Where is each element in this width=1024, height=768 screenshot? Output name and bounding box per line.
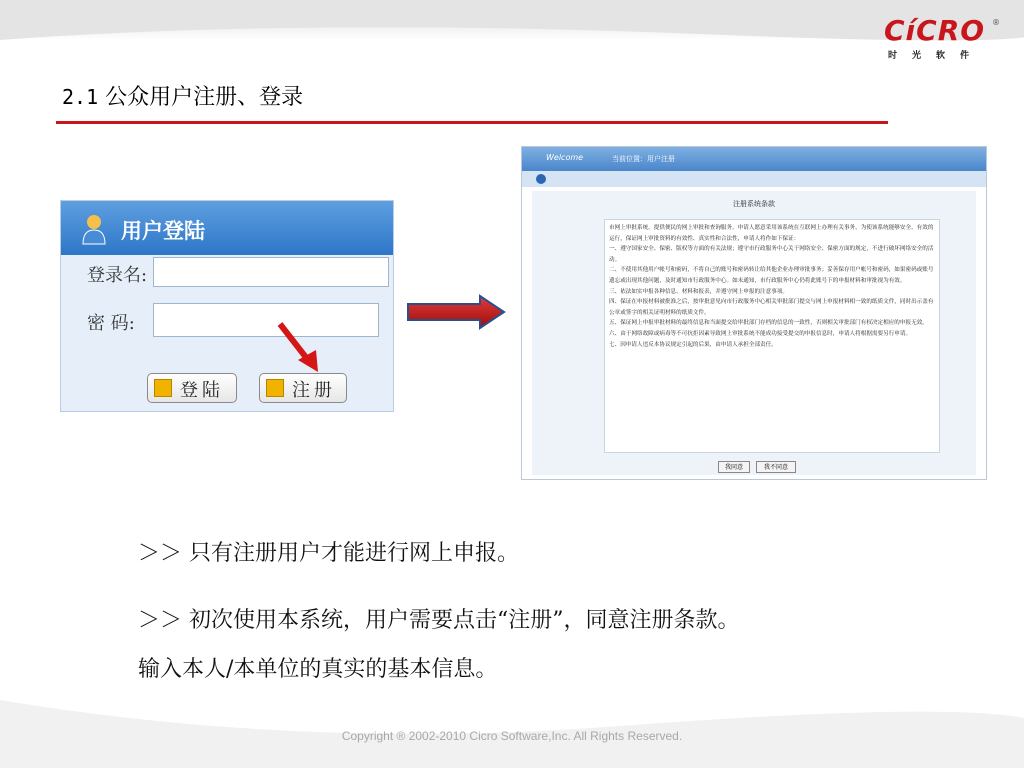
username-input[interactable] [153, 257, 389, 287]
footer-wave [0, 660, 1024, 768]
terms-heading: 注册系统条款 [733, 200, 775, 208]
back-icon[interactable] [536, 174, 546, 184]
terms-textbox [604, 219, 940, 453]
terms-paragraph: 五、保证网上申报审批材料的最终信息和当面提交给审批部门存档的信息的一致性，否则相关审批部门有权决定相应的申报无效。 [609, 320, 928, 327]
logo-registered-mark: ® [992, 18, 1000, 27]
logo-subtitle: 时光软件 [888, 51, 985, 61]
terms-paragraph: 一、遵守国家安全、保密、版权等方面的有关法规；遵守市行政服务中心关于网络安全、保密方面的规定，不进行破坏网络安全的活动。 [609, 246, 934, 263]
password-label: 密 码: [87, 313, 135, 334]
login-panel [60, 200, 394, 412]
register-button-label: 注册 [292, 380, 336, 401]
welcome-label: Welcome [546, 153, 584, 162]
registration-toolbar [522, 171, 986, 187]
password-input[interactable] [153, 303, 379, 337]
copyright-footer: Copyright ® 2002-2010 Cicro Software,Inc. All Rights Reserved. [341, 729, 683, 743]
user-icon [81, 213, 107, 245]
person-icon [266, 379, 284, 397]
slide-title [62, 80, 303, 111]
registration-window-header [522, 147, 986, 171]
slide-title-number: 2.1 [62, 85, 99, 109]
login-panel-title: 用户登陆 [121, 219, 205, 243]
header-curve [0, 0, 1024, 60]
terms-paragraph: 四、保证在申报材料被批准之后，按审批意见向市行政服务中心相关审批部门提交与网上申报材料相一致的纸质文件，同时出示盖有公章或签字的相关证明材料的纸质文件。 [609, 299, 934, 316]
register-button[interactable] [259, 373, 347, 403]
agree-button[interactable]: 我同意 [718, 461, 750, 473]
terms-paragraph: 市网上审批系统，提供便民的网上审批和查询服务。申请人愿意采用该系统在互联网上办理有关事务，为使该系统能够安全、有效的运行，保证网上审批资料的有效性、真实性和合法性，申请人将作如下保证： [609, 225, 934, 242]
login-button[interactable] [147, 373, 237, 403]
location-breadcrumb: 当前位置：用户注册 [612, 155, 675, 163]
cicro-logo [884, 14, 1004, 64]
login-panel-header [61, 201, 393, 255]
bullet-line-1: ＞＞ 只有注册用户才能进行网上申报。 [138, 541, 519, 566]
right-arrow-icon [406, 294, 506, 330]
title-underline [56, 121, 888, 124]
registration-terms-screenshot [521, 146, 987, 480]
bullet-line-2: ＞＞ 初次使用本系统，用户需要点击“注册”，同意注册条款。 [138, 608, 740, 633]
pointer-arrow-icon [276, 322, 322, 374]
logo-wordmark: CíCRO [884, 14, 986, 47]
terms-paragraph: 三、依法如实申报各种信息、材料和报表，并遵守网上申报的注意事项。 [609, 288, 789, 295]
disagree-button[interactable]: 我不同意 [756, 461, 796, 473]
bullet-line-3: 输入本人/本单位的真实的基本信息。 [138, 657, 498, 682]
registration-body [532, 191, 976, 475]
login-button-label: 登陆 [180, 380, 224, 401]
terms-paragraph: 六、由于网络故障或病毒等不可抗拒因素导致网上审批系统不能成功接受提交的申报信息时，申请人将根据需要另行申请。 [609, 330, 912, 337]
username-label: 登录名: [87, 265, 148, 286]
terms-paragraph: 七、因申请人违反本协议规定引起的后果，由申请人承担全部责任。 [609, 341, 777, 348]
terms-paragraph: 二、不使用其他用户帐号和密码，不将自己的账号和密码转让给其他企业办理审批事务；妥善保存用户帐号和密码，如果密码或账号遗忘或出现其他问题，及时通知市行政服务中心。如未通知，市行政服务中心仍将此账号下的申报材料和审批视为有效。 [609, 267, 934, 284]
key-icon [154, 379, 172, 397]
slide-title-text: 公众用户注册、登录 [105, 85, 304, 110]
